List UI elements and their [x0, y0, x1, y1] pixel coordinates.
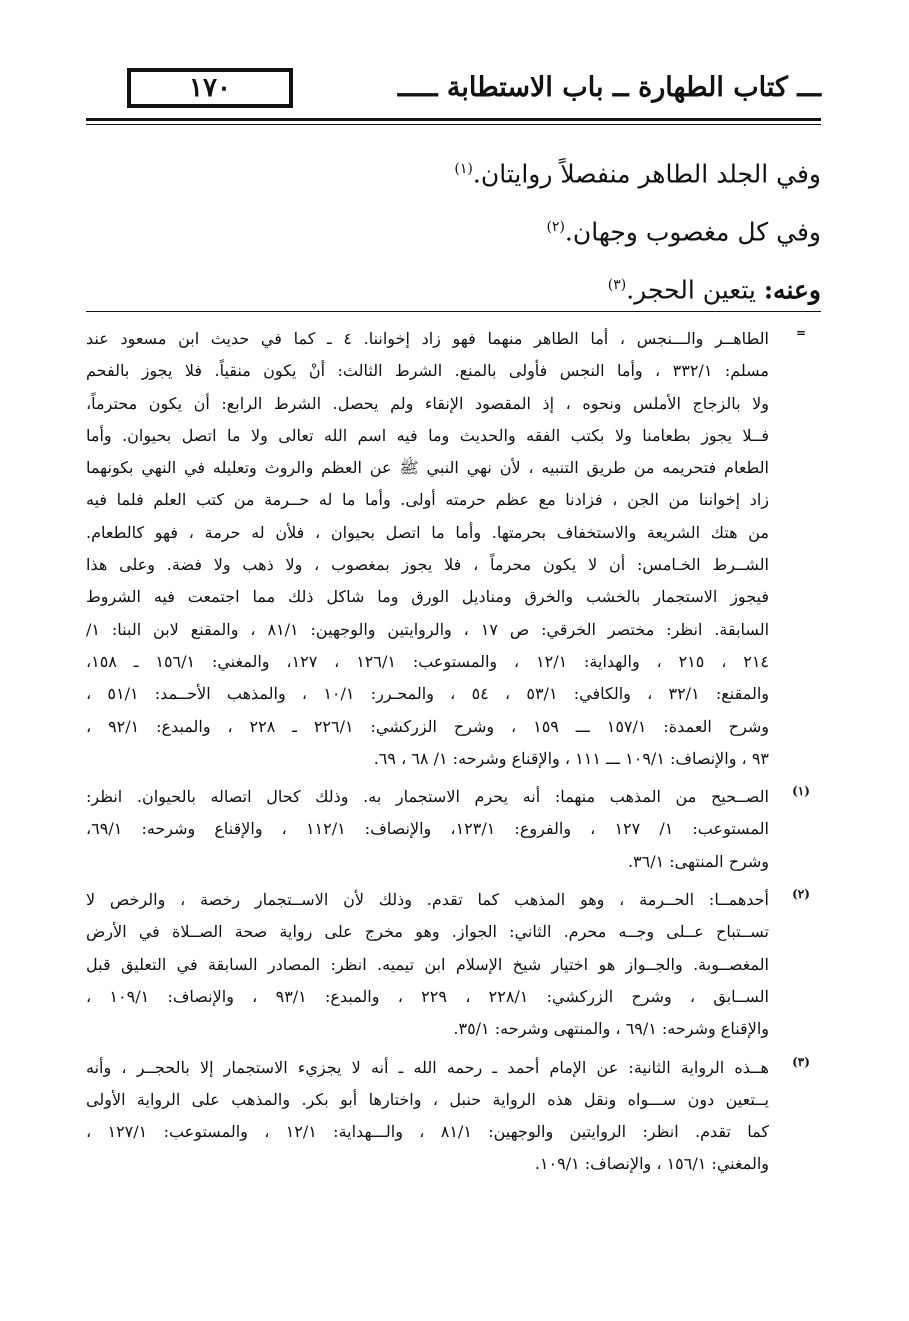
footnote-line: والإقناع وشرحه: ٦٩/١ ، والمنتهى وشرحه: ٣٥/١. [453, 1019, 769, 1039]
footnote-body [86, 884, 769, 1045]
footnote-line: الشــرط الخـامس: أن لا يكون محرماً ، فلا يجوز بمغصوب ، ولا ذهب ولا فضة. وعلى هذا [86, 555, 769, 575]
running-title: ـــ كتاب الطهارة ــ باب الاستطابة ـــــ [397, 72, 821, 103]
footnotes [86, 323, 821, 1187]
footnote-line: فــلا يجوز بطعامنا ولا بكتب الفقه والحديث وما فيه اسم الله تعالى ولا ما اتصل بحيوان. وأما [86, 425, 769, 445]
footnote-line: الصــحيح من المذهب منهما: أنه يحرم الاستجمار به. وذلك كحال اتصاله بالحيوان. انظر: [86, 787, 769, 807]
main-line-text: وفي كل مغصوب وجهان. [564, 217, 821, 247]
footnote-ref[interactable]: (٢) [546, 219, 565, 235]
main-line-lead: وعنه: [763, 275, 821, 305]
footnote-line: المغصــوبة. والجــواز هو اختيار شيخ الإسلام ابن تيميه. انظر: المصادر السابقة في التعليق قبل [86, 954, 769, 974]
main-line-text: يتعين الحجر. [626, 275, 764, 305]
footnote-marker: (٣) [792, 1054, 810, 1069]
main-line-1 [86, 140, 821, 198]
footnote-line: ٩٣ ، والإنصاف: ١٠٩/١ ـــ ١١١ ، والإقناع وشرحه: ١/ ٦٨ ، ٦٩. [373, 748, 769, 768]
footnote-line: السابقة. انظر: مختصر الخرقي: ص ١٧ ، والروايتين والوجهين: ٨١/١ ، والمقنع لابن البنا: ١/ [86, 619, 769, 639]
footnote-marker: = [795, 326, 807, 340]
footnote-line: ولا بالزجاج الأملس ونحوه ، إذ المقصود الإنقاء ولم يحصل. الشرط الرابع: أن يكون محترماً، [86, 393, 769, 413]
footnote-line: ٢١٤ ، ٢١٥ ، والهداية: ١٢/١ ، والمستوعب: ١٢٦/١ ، ١٢٧، والمغني: ١٥٦/١ ـ ١٥٨، [86, 651, 769, 671]
footnote-line: والمغني: ١٥٦/١ ، والإنصاف: ١٠٩/١. [534, 1154, 769, 1174]
footnote-line: وشرح العمدة: ١٥٧/١ ـــ ١٥٩ ، وشرح الزركشي: ٢٢٦/١ ـ ٢٢٨ ، والمبدع: ٩٢/١ ، [86, 716, 769, 736]
footnote-line: من هتك الشريعة والاستخفاف بحرمتها. وأما ما اتصل بحيوان ، فلأن له حرمة ، فهو كالطعام. [86, 522, 769, 542]
page-header [86, 66, 821, 126]
footnote-line: فيجوز الاستجمار بالخشب والخرق ومناديل الورق وما شاكل ذلك مما اجتمعت فيه الشروط [86, 587, 769, 607]
footnote-body [86, 1052, 769, 1181]
footnote-line: الطاهــر والـــنجس ، أما الطاهر منهما فهو زاد إخواننا. ٤ ـ كما في حديث ابن مسعود عند [86, 329, 769, 348]
footnote-line: الطعام فتحريمه من طريق التنبيه ، لأن نهي النبي ﷺ عن العظم والروث وتعليله في النهي بكونهما [86, 458, 769, 478]
footnote-line: يــتعين دون ســـواه ونقل هذه الرواية حنبل ، واختارها أبو بكر. والمذهب على الرواية الأولى [86, 1089, 769, 1109]
main-line-2 [86, 198, 821, 256]
footnote-body [86, 323, 769, 775]
footnote-line: وشرح المنتهى: ٣٦/١. [627, 851, 769, 871]
footnote [86, 1052, 821, 1181]
footnote-line: المستوعب: ١/ ١٢٧ ، والفروع: ١٢٣/١، والإنصاف: ١١٢/١ ، والإقناع وشرحه: ٦٩/١، [86, 819, 769, 839]
footnote-line: هــذه الرواية الثانية: عن الإمام أحمد ـ رحمه الله ـ أنه لا يجزيء الاستجمار إلا بالحجــر ، وأنه [86, 1057, 769, 1077]
footnote-line: والمقنع: ٣٢/١ ، والكافي: ٥٣/١ ، ٥٤ ، والمحـرر: ١٠/١ ، والمذهب الأحــمد: ٥١/١ ، [86, 684, 769, 704]
page-number: ١٧٠ [127, 68, 293, 108]
footnote-marker: (١) [792, 784, 810, 799]
main-text [86, 140, 821, 314]
main-line-3 [86, 256, 821, 314]
footnote-ref[interactable]: (١) [454, 161, 473, 177]
footnote [86, 323, 821, 775]
footnote-line: مسلم: ٣٣٢/١ ، وأما النجس فأولى بالمنع. الشرط الثالث: أنْ يكون منقياً. فلا يجوز بالفحم [86, 361, 769, 381]
footnote-line: أحدهمــا: الحــرمة ، وهو المذهب كما تقدم. وذلك لأن الاســتجمار رخصة ، والرخص لا [86, 890, 769, 910]
footnote-body [86, 781, 769, 878]
footnote-line: الســابق ، وشرح الزركشي: ٢٢٨/١ ، ٢٢٩ ، والمبدع: ٩٣/١ ، والإنصاف: ١٠٩/١ ، [86, 986, 769, 1006]
footnote-separator [86, 311, 821, 312]
footnote-marker: (٢) [792, 887, 810, 902]
footnote [86, 781, 821, 878]
footnote-line: كما تقدم. انظر: الروايتين والوجهين: ٨١/١ ، والـــهداية: ١٢/١ ، والمستوعب: ١٢٧/١ ، [86, 1122, 769, 1142]
footnote [86, 884, 821, 1045]
footnote-ref[interactable]: (٣) [607, 277, 627, 293]
header-rule-thin [86, 124, 821, 125]
footnote-line: تســتباح عــلى وجــه محرم. الثاني: الجواز. وهو مخرج على رواية صحة الصــلاة في الأرض [86, 922, 769, 942]
main-line-text: وفي الجلد الطاهر منفصلاً روايتان. [472, 159, 821, 189]
footnote-line: زاد إخواننا من الجن ، فزادنا مع عظم حرمته أولى. وأما ما له حــرمة من كتب العلم فلما فيه [86, 490, 769, 510]
header-rule [86, 118, 821, 121]
